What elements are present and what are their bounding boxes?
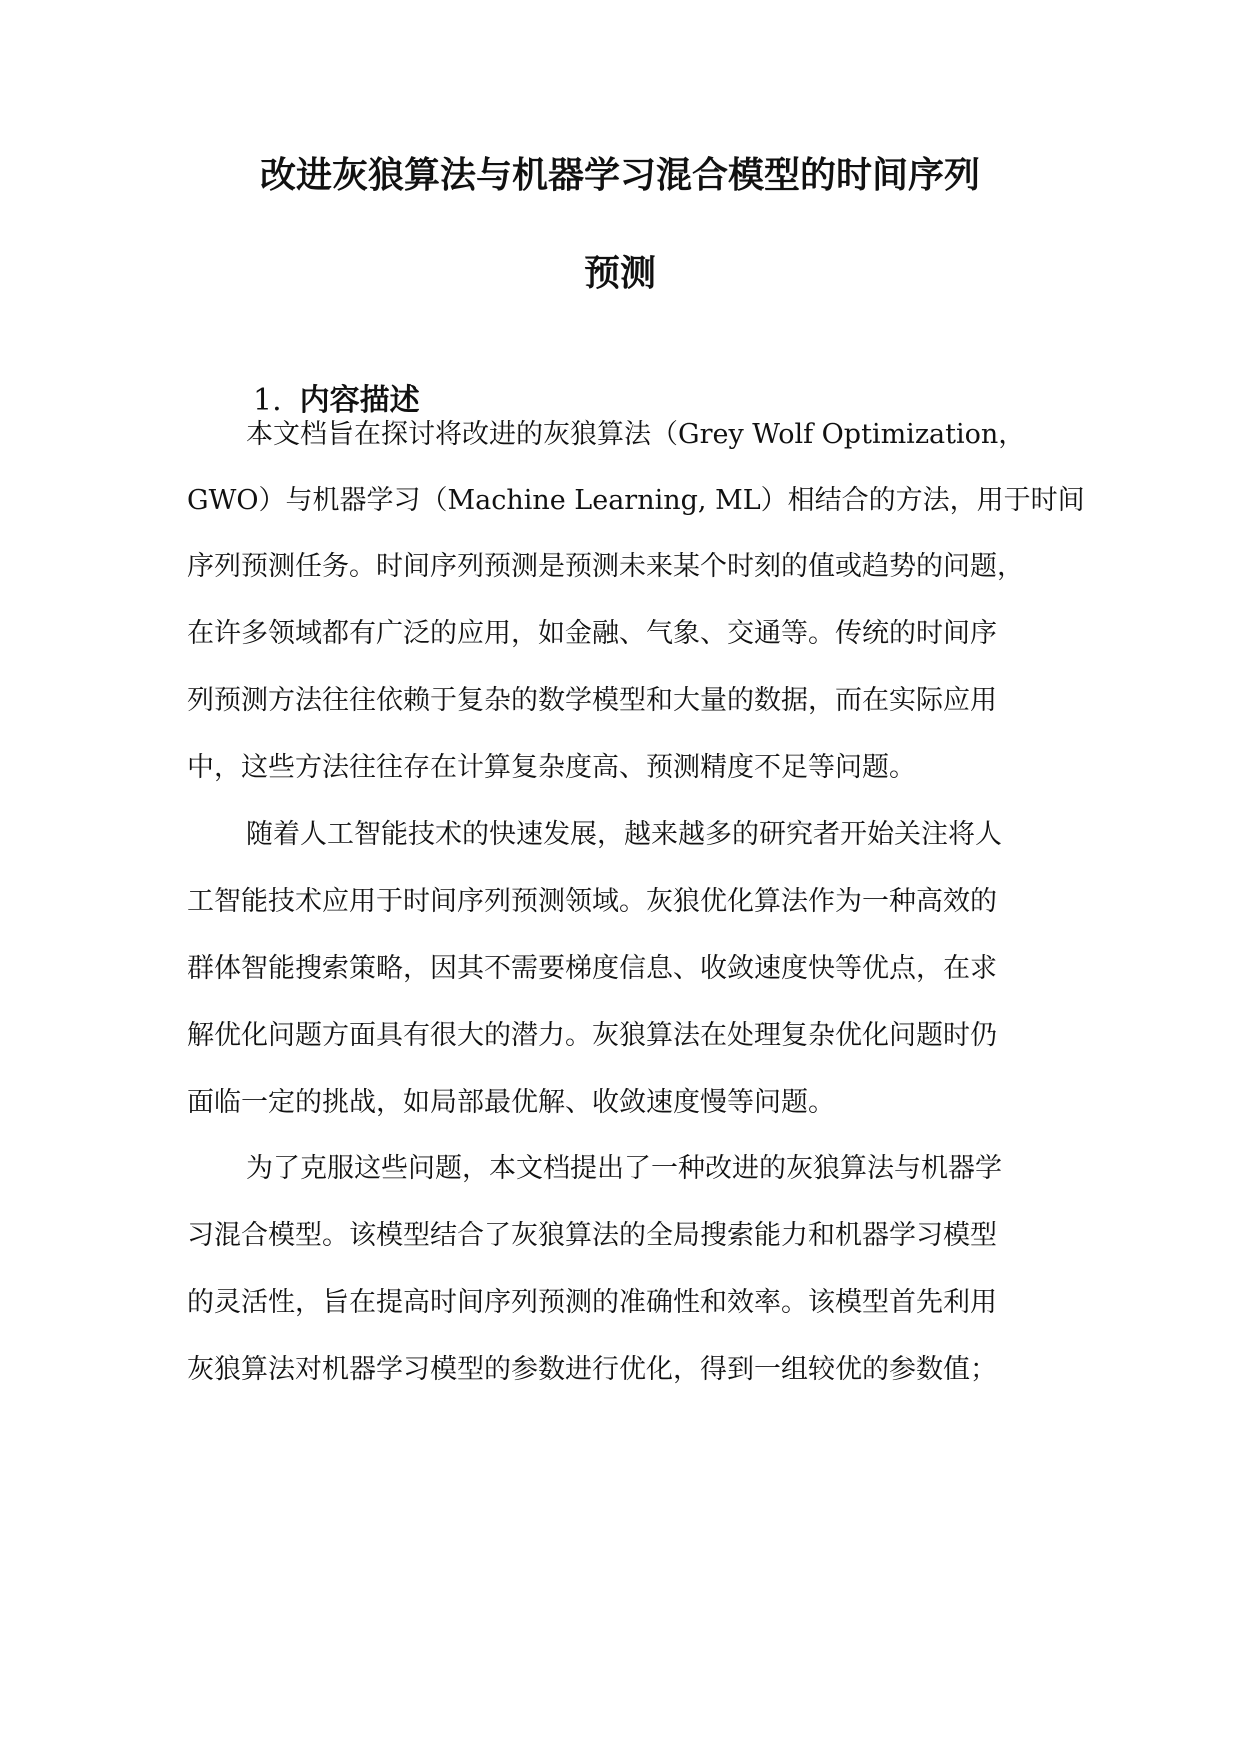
document-title-line-2: 预测 — [583, 252, 656, 294]
section-heading — [253, 381, 420, 421]
paragraph-2-line-3: 群体智能搜索策略，因其不需要梯度信息、收敛速度快等优点，在求 — [187, 953, 997, 984]
paragraph-1-line-3: 序列预测任务。时间序列预测是预测未来某个时刻的值或趋势的问题， — [187, 551, 1024, 582]
paragraph-2-line-4: 解优化问题方面具有很大的潜力。灰狼算法在处理复杂优化问题时仍 — [187, 1020, 997, 1051]
paragraph-2-line-5: 面临一定的挑战，如局部最优解、收敛速度慢等问题。 — [187, 1087, 835, 1118]
paragraph-3-line-3: 的灵活性，旨在提高时间序列预测的准确性和效率。该模型首先利用 — [187, 1287, 997, 1318]
paragraph-3-line-4: 灰狼算法对机器学习模型的参数进行优化，得到一组较优的参数值； — [187, 1354, 997, 1385]
paragraph-2-line-1: 随着人工智能技术的快速发展，越来越多的研究者开始关注将人 — [246, 819, 1002, 850]
paragraph-2-line-2: 工智能技术应用于时间序列预测领域。灰狼优化算法作为一种高效的 — [187, 886, 997, 917]
paragraph-3-line-1: 为了克服这些问题，本文档提出了一种改进的灰狼算法与机器学 — [246, 1153, 1002, 1184]
paragraph-1-line-1: 本文档旨在探讨将改进的灰狼算法（Grey Wolf Optimization， — [246, 419, 1026, 450]
paragraph-1-line-6: 中，这些方法往往存在计算复杂度高、预测精度不足等问题。 — [187, 752, 916, 783]
section-title: 内容描述 — [299, 383, 420, 418]
paragraph-1-line-2: GWO）与机器学习（Machine Learning, ML）相结合的方法，用于时间 — [187, 485, 1085, 516]
document-title-line-1: 改进灰狼算法与机器学习混合模型的时间序列 — [259, 154, 980, 196]
paragraph-1-line-4: 在许多领域都有广泛的应用，如金融、气象、交通等。传统的时间序 — [187, 618, 997, 649]
paragraph-3-line-2: 习混合模型。该模型结合了灰狼算法的全局搜索能力和机器学习模型 — [187, 1220, 997, 1251]
paragraph-1-line-5: 列预测方法往往依赖于复杂的数学模型和大量的数据，而在实际应用 — [187, 685, 997, 716]
section-number: 1. — [253, 383, 282, 418]
